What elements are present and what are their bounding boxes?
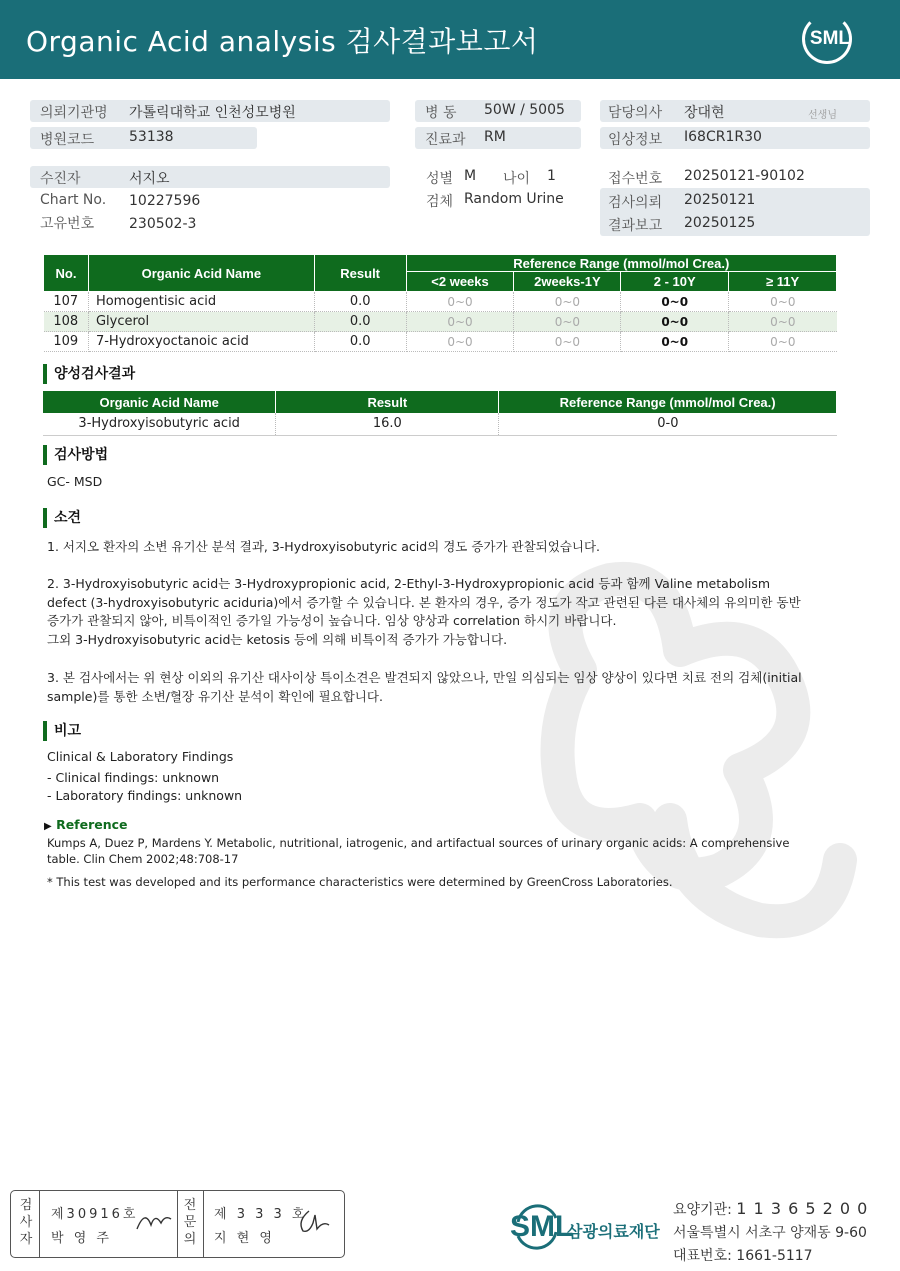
pos-col-result: Result (276, 391, 499, 413)
table-row (44, 292, 837, 312)
reference-title (44, 816, 128, 836)
patient-value: 서지오 (129, 171, 170, 187)
pos-result: 16.0 (276, 413, 499, 435)
hospital-code-label: 병원코드 (40, 132, 95, 148)
specialist-signature-icon (295, 1207, 335, 1235)
reference-line: Kumps A, Duez P, Mardens Y. Metabolic, nutritional, iatrogenic, and artifactual sources of urinary organic acids: A comprehensive (47, 836, 790, 850)
remarks-line: - Laboratory findings: unknown (47, 788, 243, 803)
reference-title-text: Reference (56, 817, 128, 832)
sex-value: M (464, 168, 477, 184)
finding-2-line: defect (3-hydroxyisobutyric aciduria)에서 증가할 수 있습니다. 본 환자의 경우, 증가 정도가 작고 관련된 다른 대사체의 유의미한 동반 (47, 595, 801, 610)
triangle-icon: ▶ (44, 821, 52, 832)
specimen-label: 검체 (426, 194, 454, 210)
row-result: 0.0 (314, 332, 406, 352)
row-ref: 0~0 (729, 332, 837, 352)
finding-3-line: sample)를 통한 소변/혈장 유기산 분석이 확인에 필요합니다. (47, 689, 383, 704)
col-name: Organic Acid Name (88, 255, 314, 292)
footer-phone (673, 1245, 813, 1265)
clinical-info-label: 임상정보 (608, 132, 663, 148)
patient-row (30, 166, 390, 188)
col-ref-2w-1y: 2weeks-1Y (514, 272, 621, 292)
row-ref: 0~0 (406, 292, 514, 312)
chart-label: Chart No. (40, 192, 107, 208)
unique-value: 230502-3 (129, 216, 197, 232)
table-row (43, 413, 837, 435)
organic-acid-table (43, 254, 837, 352)
row-no: 109 (44, 332, 89, 352)
footer-sml-text: SML (510, 1210, 574, 1243)
report-header (0, 0, 900, 79)
chart-value: 10227596 (129, 193, 201, 209)
pos-ref: 0-0 (499, 413, 837, 435)
examiner-name: 박 영 주 (51, 1231, 112, 1246)
col-no: No. (44, 255, 89, 292)
row-no: 108 (44, 312, 89, 332)
row-ref: 0~0 (406, 332, 514, 352)
institution-label: 의뢰기관명 (40, 105, 108, 121)
col-reference: Reference Range (mmol/mol Crea.) (406, 255, 836, 272)
remarks-line: - Clinical findings: unknown (47, 770, 220, 785)
finding-2-line: 2. 3-Hydroxyisobutyric acid는 3-Hydroxypropionic acid, 2-Ethyl-3-Hydroxypropionic acid 등과 함께 Valine metabolism (47, 576, 771, 591)
examiner-signature-icon (133, 1205, 175, 1235)
specimen-value: Random Urine (464, 191, 564, 207)
col-ref-2-10y: 2 - 10Y (621, 272, 729, 292)
row-name: 7-Hydroxyoctanoic acid (88, 332, 314, 352)
reception-label: 접수번호 (608, 171, 663, 187)
row-ref: 0~0 (514, 332, 621, 352)
row-result: 0.0 (314, 312, 406, 332)
row-ref: 0~0 (406, 312, 514, 332)
doctor-label: 담당의사 (608, 105, 663, 121)
divider (203, 1191, 204, 1257)
method-section-title: 검사방법 (43, 445, 108, 465)
patient-label: 수진자 (40, 171, 81, 187)
clinical-info-value: I68CR1R30 (684, 129, 762, 145)
findings-section-title: 소견 (43, 508, 81, 528)
col-ref-lt2w: <2 weeks (406, 272, 514, 292)
footer-phone-value: 1661-5117 (736, 1248, 813, 1264)
col-result: Result (314, 255, 406, 292)
facility-code-value: 1 1 3 6 5 2 0 0 (736, 1199, 869, 1218)
row-ref-highlight: 0~0 (621, 312, 729, 332)
divider (39, 1191, 40, 1257)
finding-2-line: 증가가 관찰되지 않아, 비특이적인 증가일 가능성이 높습니다. 임상 양상과 correlation 하시기 바랍니다. (47, 613, 617, 628)
finding-2-line: 그외 3-Hydroxyisobutyric acid는 ketosis 등에 의해 비특이적 증가가 가능합니다. (47, 632, 508, 647)
facility-code (673, 1199, 868, 1219)
row-result: 0.0 (314, 292, 406, 312)
age-value: 1 (547, 168, 556, 184)
department-label: 진료과 (425, 132, 466, 148)
age-label: 나이 (503, 171, 531, 187)
row-no: 107 (44, 292, 89, 312)
finding-3-line: 3. 본 검사에서는 위 현상 이외의 유기산 대사이상 특이소견은 발견되지 않았으나, 만일 의심되는 임상 양상이 있다면 치료 전의 검체(initial (47, 670, 802, 685)
request-value: 20250121 (684, 192, 756, 208)
positive-table (43, 391, 837, 436)
specialist-no: 제 3 3 3 호 (214, 1207, 308, 1222)
facility-code-label: 요양기관: (673, 1202, 732, 1218)
report-date-value: 20250125 (684, 215, 756, 231)
sex-label: 성별 (426, 171, 454, 187)
department-value: RM (484, 129, 506, 145)
examiner-label: 검사자 (19, 1198, 33, 1247)
report-title: Organic Acid analysis 검사결과보고서 (26, 25, 539, 58)
sml-logo: SML (809, 28, 850, 49)
report-date-label: 결과보고 (608, 218, 663, 234)
row-name: Glycerol (88, 312, 314, 332)
examiner-no: 제30916호 (51, 1207, 139, 1222)
institution-value: 가톨릭대학교 인천성모병원 (129, 105, 296, 121)
row-ref: 0~0 (729, 312, 837, 332)
doctor-value: 장대현 (684, 105, 725, 121)
specialist-name: 지 현 영 (214, 1231, 275, 1246)
col-ref-ge11y: ≥ 11Y (729, 272, 837, 292)
signature-box (10, 1190, 345, 1258)
unique-label: 고유번호 (40, 216, 95, 232)
remarks-line: Clinical & Laboratory Findings (47, 749, 234, 764)
finding-1: 1. 서지오 환자의 소변 유기산 분석 결과, 3-Hydroxyisobutyric acid의 경도 증가가 관찰되었습니다. (47, 539, 601, 554)
pos-col-ref: Reference Range (mmol/mol Crea.) (499, 391, 837, 413)
table-row (44, 312, 837, 332)
row-ref: 0~0 (729, 292, 837, 312)
footer-org-name: 삼광의료재단 (567, 1222, 660, 1241)
positive-section-title: 양성검사결과 (43, 364, 135, 384)
reference-note: * This test was developed and its performance characteristics were determined by GreenCross Laboratories. (47, 875, 673, 889)
table-row (44, 332, 837, 352)
reference-line: table. Clin Chem 2002;48:708-17 (47, 852, 239, 866)
footer-address: 서울특별시 서초구 양재동 9-60 (673, 1225, 867, 1241)
row-ref-highlight: 0~0 (621, 332, 729, 352)
hospital-code-value: 53138 (129, 129, 174, 145)
remarks-section-title: 비고 (43, 721, 81, 741)
pos-name: 3-Hydroxyisobutyric acid (43, 413, 276, 435)
row-ref: 0~0 (514, 312, 621, 332)
ward-value: 50W / 5005 (484, 102, 565, 118)
divider (177, 1191, 178, 1257)
ward-label: 병 동 (425, 105, 457, 121)
request-label: 검사의뢰 (608, 195, 663, 211)
reception-value: 20250121-90102 (684, 168, 805, 184)
pos-col-name: Organic Acid Name (43, 391, 276, 413)
specialist-label: 전문의 (183, 1198, 197, 1247)
method-text: GC- MSD (47, 474, 103, 489)
row-ref: 0~0 (514, 292, 621, 312)
doctor-suffix: 선생님 (808, 110, 837, 121)
row-ref-highlight: 0~0 (621, 292, 729, 312)
row-name: Homogentisic acid (88, 292, 314, 312)
footer-phone-label: 대표번호: (673, 1248, 732, 1264)
